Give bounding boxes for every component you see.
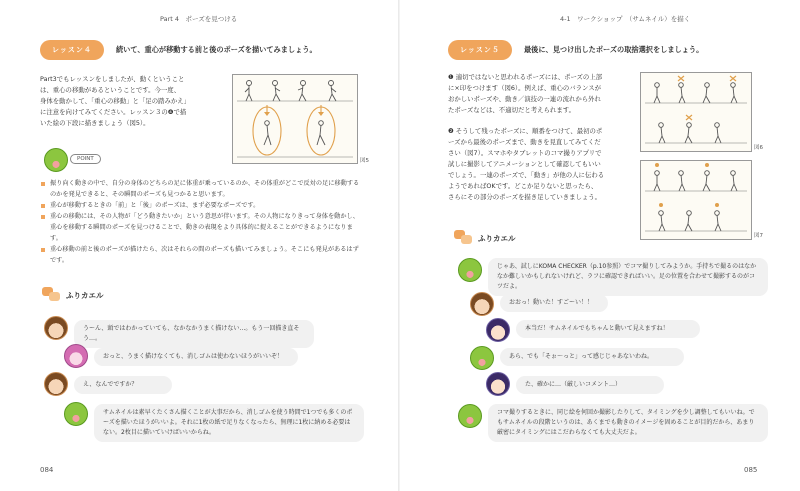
right-page — [400, 0, 800, 491]
lesson-4-intro — [40, 74, 220, 129]
boy-avatar — [44, 316, 68, 340]
intro-line: は、重心の移動があるということです。今一度、 — [40, 86, 181, 94]
lesson-5-title: 最後に、見つけ出したポーズの取捨選択をしましょう。 — [523, 45, 704, 54]
dialogue-bubble: おっと、うまく描けなくても、消しゴムは使わないほうがいいぞ！ — [94, 348, 298, 366]
furikaeru-label: ふりカエル — [478, 233, 516, 243]
point-callout — [44, 148, 124, 178]
figure-5-sketch — [233, 75, 357, 163]
lesson-5-step-1 — [448, 72, 630, 116]
figure-6-caption: 図6 — [754, 145, 763, 151]
lesson-4-pill: レッスン４ — [40, 40, 104, 60]
furikaeru-header-right — [454, 230, 516, 246]
point-item: 重心移動の前と後のポーズが描けたら、次はそれらの間のポーズも描いてみましょう。そこにも発見があるはずです。 — [40, 244, 362, 266]
running-head-right: 4-1 ワークショップ （サムネイル）を描く — [560, 15, 691, 23]
dialogue-bubble: コマ撮りするときに、同じ絵を何回か撮影したりして、タイミングを少し調整してもいいね。でもサムネイルの段階というのは、あくまでも動きのイメージを固めることが目的だから、あまり厳密にタイミングにはこだわらなくても大丈夫だよ。 — [488, 404, 768, 442]
dialogue-bubble: じゃあ、試しにKOMA CHECKER（p.10参照）でコマ撮りしてみようか。手持ちで撮るのはなかなか難しいかもしれないけれど、ラフに確認できればいい。足の位置を合わせて撮影するのがコツだよ。 — [488, 258, 768, 296]
lesson-5-step-2 — [448, 126, 630, 203]
furikaeru-header-left — [42, 287, 104, 303]
girl-avatar — [486, 372, 510, 396]
dialogue-bubble: あら、でも「そぉ〜っと」って感じじゃあないわね。 — [500, 348, 684, 366]
frog-avatar — [470, 346, 494, 370]
step-2-line: 試しに撮影してアニメーションとして確認してもいい — [448, 160, 601, 168]
point-item: 重心の移動には、その人物が「どう動きたいか」という意思が伴います。その人物になりきって身体を動かし、重心を移動する瞬間のポーズを見つけることで、動きの表現をより具体的に捉えることができるようになります。 — [40, 211, 362, 244]
step-1-line: たポーズなどは、不適切だと考えられます。 — [448, 106, 575, 114]
dialogue-bubble: 本当だ！サムネイルでもちゃんと動いて見えますね！ — [516, 320, 700, 338]
speech-bubbles-icon — [42, 287, 62, 303]
furikaeru-label: ふりカエル — [66, 290, 104, 300]
step-2-line: さらにその部分のポーズを描き足していきましょう。 — [448, 193, 602, 201]
figure-5-caption: 図5 — [360, 158, 369, 164]
running-head-left: Part 4 ポーズを見つける — [160, 15, 238, 23]
step-1-line: ❶ 適切ではないと思われるポーズには、ポーズの上部 — [448, 73, 603, 81]
figure-6 — [640, 72, 752, 152]
speech-bubbles-icon — [454, 230, 474, 246]
frog-avatar — [458, 404, 482, 428]
dialogue-bubble: た、確かに…（厳しいコメント…） — [516, 376, 664, 394]
point-list — [40, 178, 362, 266]
dialogue-bubble: うーん、頭ではわかっていても、なかなかうまく描けない…。もう一回描き直そう…。 — [74, 320, 314, 348]
page-number-right: 085 — [744, 466, 758, 474]
frog-avatar — [458, 258, 482, 282]
point-item: 重心が移動するときの「前」と「後」のポーズは、まず必要なポーズです。 — [40, 200, 362, 211]
dialogue-bubble: おおっ！動いた！すごーい！！ — [500, 294, 608, 312]
intro-line: に注意を向けてみてください。レッスン３の❹で描 — [40, 108, 187, 116]
lesson-5-header — [448, 40, 703, 60]
boy-avatar — [44, 372, 68, 396]
intro-line: 身体を動かして、「重心の移動」と「足の踏みかえ」 — [40, 97, 191, 105]
step-2-line: さい（図7）。スマホやタブレットのコマ撮りアプリで — [448, 149, 602, 157]
figure-5 — [232, 74, 358, 164]
dialogue-bubble: サムネイルは素早くたくさん描くことが大事だから、消しゴムを使う時間で1つでも多くのポーズを描いたほうがいいよ。それに1枚の紙で足りなくなったら、無理に1枚に納める必要はない。2枚目に描いていけばいいからね。 — [94, 404, 364, 442]
dialogue-bubble: え、なんでですか？ — [74, 376, 172, 394]
step-2-line: ーズから最後のポーズまで、動きを見直してみてくだ — [448, 138, 601, 146]
step-2-line: でしょう。一連のポーズで、「動き」が他の人に伝わる — [448, 171, 605, 179]
point-badge: POINT — [70, 154, 101, 164]
step-2-line: ❷ そうして残ったポーズに、順番をつけて、最初のポ — [448, 127, 603, 135]
intro-line: Part3でもレッスンをしましたが、動くということ — [40, 75, 185, 83]
intro-line: いた絵の下段に描きましょう（図5）。 — [40, 119, 150, 127]
point-item: 振り向く動きの中で、自分の身体のどちらの足に体重が乗っているのか、その体重がどこで反対の足に移動するのかを発見できると、その瞬間のポーズも見つかると思います。 — [40, 178, 362, 200]
page-number-left: 084 — [40, 466, 54, 474]
lesson-5-pill: レッスン５ — [448, 40, 512, 60]
girl-avatar — [486, 318, 510, 342]
lesson-4-header — [40, 40, 317, 60]
frog-avatar — [44, 148, 68, 172]
step-2-line: ようであればOKです。どこか足りないと思ったら、 — [448, 182, 598, 190]
figure-7-caption: 図7 — [754, 233, 763, 239]
figure-6-sketch — [641, 73, 751, 151]
lesson-4-title: 続いて、重心が移動する前と後のポーズを描いてみましょう。 — [115, 45, 317, 54]
boy-avatar — [470, 292, 494, 316]
frog-avatar — [64, 402, 88, 426]
figure-7 — [640, 160, 752, 240]
pink-character-avatar — [64, 344, 88, 368]
figure-7-sketch — [641, 161, 751, 239]
step-1-line: に×印をつけます（図6）。例えば、重心のバランスが — [448, 84, 602, 92]
step-1-line: おかしいポーズや、動き／演技の一連の流れから外れ — [448, 95, 601, 103]
